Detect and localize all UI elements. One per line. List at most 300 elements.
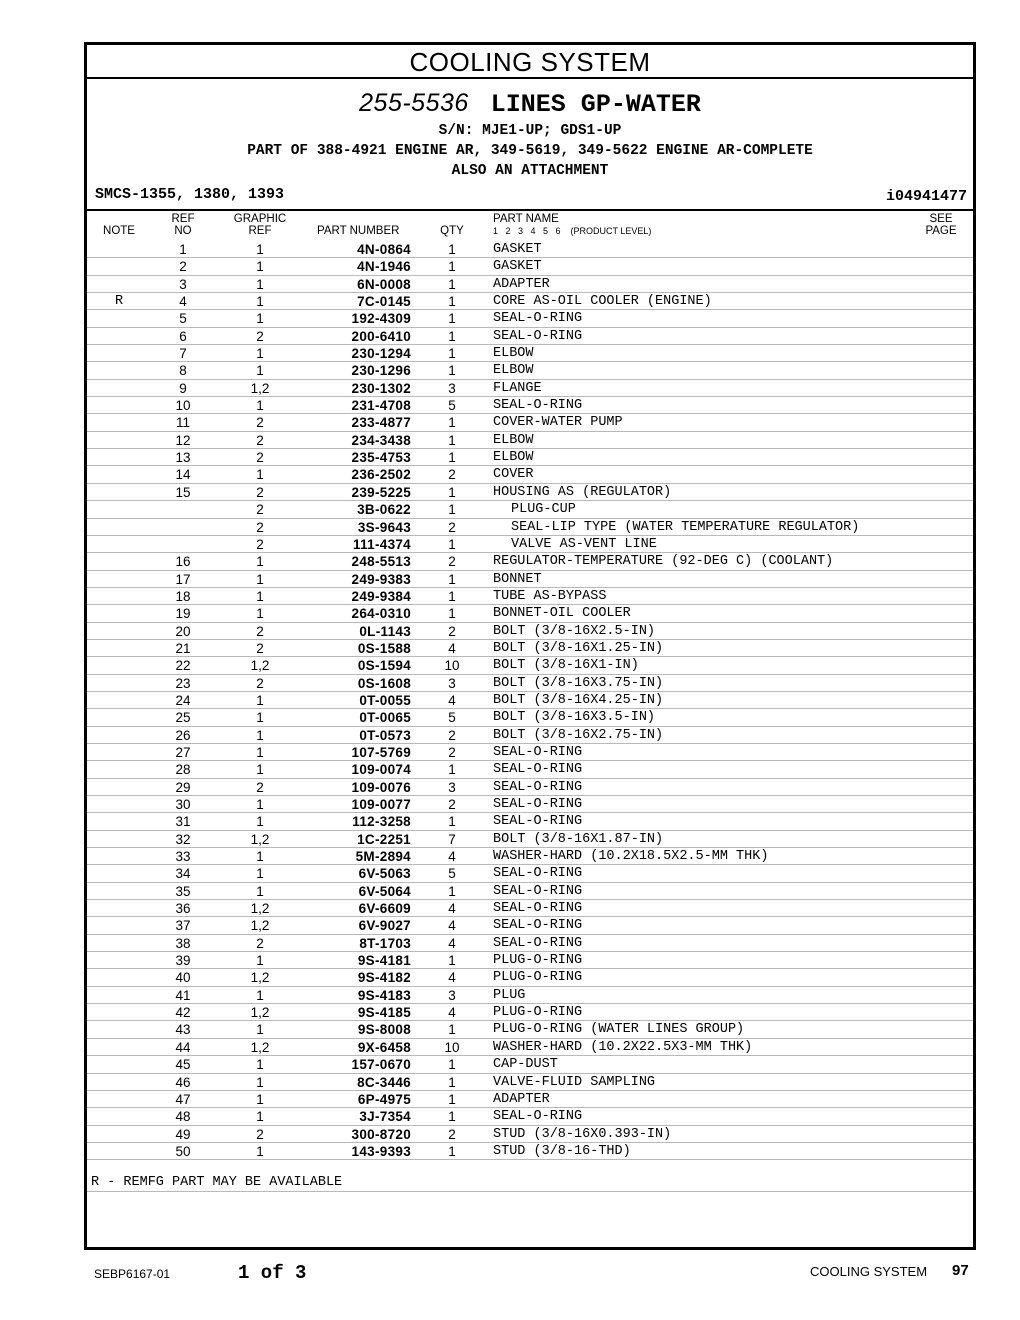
ref-no-cell: 24 bbox=[175, 692, 191, 708]
part-number-cell: 230-1302 bbox=[351, 380, 411, 396]
ref-no-cell: 27 bbox=[175, 744, 191, 760]
graphic-ref-cell: 1 bbox=[256, 866, 264, 882]
ref-no-cell: 43 bbox=[175, 1022, 191, 1038]
table-row bbox=[87, 328, 973, 345]
part-number-cell: 6N-0008 bbox=[357, 276, 411, 292]
part-name-cell: WASHER-HARD (10.2X22.5X3-MM THK) bbox=[493, 1039, 753, 1055]
graphic-ref-cell: 2 bbox=[256, 328, 264, 344]
qty-cell: 2 bbox=[448, 744, 456, 760]
table-row bbox=[87, 831, 973, 848]
qty-cell: 1 bbox=[448, 346, 456, 362]
header-divider bbox=[87, 209, 973, 211]
ref-no-cell: 46 bbox=[175, 1074, 191, 1090]
part-name-cell: ELBOW bbox=[493, 432, 534, 448]
part-number-cell: 248-5513 bbox=[351, 554, 411, 570]
parts-table bbox=[87, 241, 973, 1160]
part-number-cell: 0L-1143 bbox=[359, 623, 411, 639]
part-name-cell: FLANGE bbox=[493, 380, 542, 396]
ref-no-cell: 11 bbox=[175, 415, 190, 431]
qty-cell: 2 bbox=[448, 1126, 456, 1142]
graphic-ref-cell: 1 bbox=[256, 1091, 264, 1107]
qty-cell: 5 bbox=[448, 710, 456, 726]
qty-cell: 4 bbox=[448, 640, 456, 656]
graphic-ref-cell: 2 bbox=[256, 502, 264, 518]
graphic-ref-cell: 2 bbox=[256, 432, 264, 448]
part-name-cell: ADAPTER bbox=[493, 276, 550, 292]
ref-no-cell: 25 bbox=[175, 710, 191, 726]
part-name-cell: BOLT (3/8-16X4.25-IN) bbox=[493, 692, 664, 708]
graphic-ref-cell: 1 bbox=[256, 1143, 264, 1159]
qty-cell: 4 bbox=[448, 1005, 456, 1021]
table-row bbox=[87, 883, 973, 900]
part-name-cell: PLUG-O-RING (WATER LINES GROUP) bbox=[493, 1022, 745, 1038]
ref-no-cell: 50 bbox=[175, 1143, 191, 1159]
footnote-divider bbox=[87, 1191, 973, 1192]
table-row bbox=[87, 917, 973, 934]
part-number-cell: 239-5225 bbox=[351, 484, 411, 500]
table-row bbox=[87, 397, 973, 414]
table-row bbox=[87, 310, 973, 327]
part-number-cell: 9S-4182 bbox=[357, 970, 411, 986]
table-row bbox=[87, 519, 973, 536]
graphic-ref-cell: 1,2 bbox=[250, 970, 270, 986]
part-number-cell: 6V-5063 bbox=[358, 866, 411, 882]
table-row bbox=[87, 362, 973, 379]
part-name-cell: ELBOW bbox=[493, 450, 534, 466]
ref-no-cell: 20 bbox=[175, 623, 191, 639]
graphic-ref-cell: 2 bbox=[256, 484, 264, 500]
table-row bbox=[87, 692, 973, 709]
ref-no-cell: 17 bbox=[175, 571, 191, 587]
product-level-legend: 1 2 3 4 5 6 (PRODUCT LEVEL) bbox=[493, 226, 652, 236]
ref-no-cell: 23 bbox=[175, 675, 191, 691]
part-number-cell: 264-0310 bbox=[351, 606, 411, 622]
qty-cell: 1 bbox=[448, 502, 456, 518]
section-title: COOLING SYSTEM bbox=[87, 45, 973, 79]
part-number-cell: 5M-2894 bbox=[355, 849, 411, 865]
qty-cell: 1 bbox=[448, 762, 456, 778]
graphic-ref-cell: 2 bbox=[256, 935, 264, 951]
ref-no-cell: 29 bbox=[175, 779, 191, 795]
qty-cell: 4 bbox=[448, 901, 456, 917]
ref-no-cell: 30 bbox=[175, 797, 191, 812]
part-name-cell: SEAL-O-RING bbox=[493, 1109, 583, 1125]
part-name-cell: ELBOW bbox=[493, 346, 534, 362]
ref-no-cell: 32 bbox=[175, 831, 191, 847]
part-name-cell: HOUSING AS (REGULATOR) bbox=[493, 484, 672, 500]
col-see-page-header-bottom: PAGE bbox=[925, 225, 957, 237]
part-number-cell: 0T-0573 bbox=[359, 727, 411, 743]
ref-no-cell: 41 bbox=[175, 987, 191, 1003]
part-number-cell: 0T-0065 bbox=[359, 710, 411, 726]
part-name-cell: SEAL-O-RING bbox=[493, 762, 583, 778]
ref-no-cell: 28 bbox=[175, 762, 191, 778]
qty-cell: 2 bbox=[448, 554, 456, 570]
qty-cell: 10 bbox=[444, 1039, 460, 1055]
qty-cell: 4 bbox=[448, 970, 456, 986]
ref-no-cell: 45 bbox=[175, 1057, 191, 1073]
part-number-cell: 249-9384 bbox=[351, 588, 411, 604]
page-number: 97 bbox=[952, 1262, 969, 1279]
graphic-ref-cell: 1,2 bbox=[250, 918, 270, 934]
part-name-cell: PLUG-O-RING bbox=[493, 970, 583, 986]
col-ref-header bbox=[165, 213, 201, 237]
ref-no-cell: 4 bbox=[179, 294, 187, 310]
qty-cell: 4 bbox=[448, 918, 456, 934]
part-name-cell: GASKET bbox=[493, 259, 542, 275]
part-number-cell: 0S-1588 bbox=[357, 640, 411, 656]
part-number-cell: 1C-2251 bbox=[357, 831, 411, 847]
part-name-cell: PLUG-O-RING bbox=[493, 953, 583, 969]
qty-cell: 4 bbox=[448, 849, 456, 865]
table-row bbox=[87, 640, 973, 657]
part-name-cell: BOLT (3/8-16X3.75-IN) bbox=[493, 675, 664, 691]
graphic-ref-cell: 1 bbox=[256, 849, 264, 865]
table-row bbox=[87, 1039, 973, 1056]
table-row bbox=[87, 258, 973, 275]
col-see-page-header-top: SEE bbox=[929, 213, 953, 225]
part-name-cell: SEAL-O-RING bbox=[493, 311, 583, 327]
qty-cell: 1 bbox=[448, 328, 456, 344]
graphic-ref-cell: 2 bbox=[256, 536, 264, 552]
qty-cell: 1 bbox=[448, 450, 456, 466]
table-row bbox=[87, 1004, 973, 1021]
table-row bbox=[87, 1143, 973, 1160]
part-number-cell: 3S-9643 bbox=[357, 519, 411, 535]
graphic-ref-cell: 1,2 bbox=[250, 1005, 270, 1021]
graphic-ref-cell: 1 bbox=[256, 554, 264, 570]
ref-no-cell: 18 bbox=[175, 588, 191, 604]
attachment-line: ALSO AN ATTACHMENT bbox=[451, 163, 609, 179]
table-row bbox=[87, 605, 973, 622]
ref-no-cell: 1 bbox=[179, 242, 187, 257]
graphic-ref-cell: 1 bbox=[256, 467, 264, 483]
part-name-cell: SEAL-O-RING bbox=[493, 814, 583, 830]
qty-cell: 2 bbox=[448, 797, 456, 812]
table-row bbox=[87, 466, 973, 483]
part-number-cell: 9X-6458 bbox=[357, 1039, 411, 1055]
table-row bbox=[87, 709, 973, 726]
col-qty-header: QTY bbox=[440, 225, 464, 237]
part-number-cell: 9S-4185 bbox=[357, 1005, 411, 1021]
graphic-ref-cell: 1 bbox=[256, 571, 264, 587]
part-name-cell: BONNET-OIL COOLER bbox=[493, 606, 631, 622]
part-of-line: PART OF 388-4921 ENGINE AR, 349-5619, 349-5622 ENGINE AR-COMPLETE bbox=[247, 143, 813, 159]
graphic-ref-cell: 1 bbox=[256, 987, 264, 1003]
part-name-cell: SEAL-O-RING bbox=[493, 935, 583, 951]
ref-no-cell: 47 bbox=[175, 1091, 191, 1107]
col-graphic-header-top: GRAPHIC bbox=[233, 213, 287, 225]
qty-cell: 1 bbox=[448, 1109, 456, 1125]
table-row bbox=[87, 952, 973, 969]
ref-no-cell: 12 bbox=[175, 432, 191, 448]
graphic-ref-cell: 1 bbox=[256, 242, 264, 257]
qty-cell: 1 bbox=[448, 432, 456, 448]
graphic-ref-cell: 1 bbox=[256, 606, 264, 622]
graphic-ref-cell: 1 bbox=[256, 1109, 264, 1125]
qty-cell: 1 bbox=[448, 1022, 456, 1038]
footnote: R - REMFG PART MAY BE AVAILABLE bbox=[91, 1175, 343, 1190]
ref-no-cell: 39 bbox=[175, 953, 191, 969]
ref-no-cell: 2 bbox=[179, 259, 187, 275]
part-name-cell: BOLT (3/8-16X1-IN) bbox=[493, 658, 639, 674]
part-name-cell: ADAPTER bbox=[493, 1091, 550, 1107]
part-name-cell: SEAL-O-RING bbox=[493, 918, 583, 934]
ref-no-cell: 16 bbox=[175, 554, 191, 570]
qty-cell: 1 bbox=[448, 242, 456, 257]
qty-cell: 3 bbox=[448, 987, 456, 1003]
qty-cell: 1 bbox=[448, 536, 456, 552]
footer-section-name: COOLING SYSTEM bbox=[810, 1264, 928, 1279]
ref-no-cell: 35 bbox=[175, 883, 191, 899]
part-name-cell: SEAL-O-RING bbox=[493, 797, 583, 812]
ref-no-cell: 13 bbox=[175, 450, 191, 466]
graphic-ref-cell: 1 bbox=[256, 1022, 264, 1038]
graphic-ref-cell: 1 bbox=[256, 276, 264, 292]
qty-cell: 1 bbox=[448, 363, 456, 379]
ref-no-cell: 22 bbox=[175, 658, 191, 674]
ref-no-cell: 3 bbox=[179, 276, 187, 292]
part-number-cell: 6V-6609 bbox=[358, 901, 411, 917]
part-name-cell: SEAL-O-RING bbox=[493, 328, 583, 344]
table-row bbox=[87, 588, 973, 605]
group-name: LINES GP-WATER bbox=[490, 90, 701, 119]
graphic-ref-cell: 1 bbox=[256, 727, 264, 743]
part-number-cell: 6V-9027 bbox=[358, 918, 411, 934]
table-row bbox=[87, 623, 973, 640]
graphic-ref-cell: 1,2 bbox=[250, 901, 270, 917]
qty-cell: 1 bbox=[448, 415, 456, 431]
ref-no-cell: 15 bbox=[175, 484, 191, 500]
graphic-ref-cell: 2 bbox=[256, 640, 264, 656]
table-row bbox=[87, 900, 973, 917]
part-name-cell: PLUG bbox=[493, 987, 526, 1003]
graphic-ref-cell: 2 bbox=[256, 519, 264, 535]
part-name-cell: GASKET bbox=[493, 242, 542, 257]
table-row bbox=[87, 536, 973, 553]
part-number-cell: 200-6410 bbox=[351, 328, 411, 344]
qty-cell: 1 bbox=[448, 276, 456, 292]
ref-no-cell: 38 bbox=[175, 935, 191, 951]
serial-numbers: S/N: MJE1-UP; GDS1-UP bbox=[438, 123, 622, 139]
part-number-cell: 231-4708 bbox=[351, 398, 411, 414]
part-number-cell: 109-0077 bbox=[351, 797, 411, 812]
table-row bbox=[87, 1108, 973, 1125]
part-number-cell: 109-0074 bbox=[351, 762, 411, 778]
table-row bbox=[87, 744, 973, 761]
qty-cell: 10 bbox=[444, 658, 460, 674]
qty-cell: 1 bbox=[448, 883, 456, 899]
part-name-cell: VALVE-FLUID SAMPLING bbox=[493, 1074, 656, 1090]
table-row bbox=[87, 865, 973, 882]
table-row bbox=[87, 345, 973, 362]
graphic-ref-cell: 1 bbox=[256, 797, 264, 812]
graphic-ref-cell: 1 bbox=[256, 883, 264, 899]
qty-cell: 1 bbox=[448, 484, 456, 500]
ref-no-cell: 14 bbox=[175, 467, 191, 483]
part-number-cell: 6P-4975 bbox=[357, 1091, 411, 1107]
table-row bbox=[87, 779, 973, 796]
group-header bbox=[87, 81, 973, 181]
graphic-ref-cell: 2 bbox=[256, 415, 264, 431]
table-row bbox=[87, 571, 973, 588]
part-number-cell: 6V-5064 bbox=[358, 883, 411, 899]
part-name-cell: BOLT (3/8-16X1.87-IN) bbox=[493, 831, 664, 847]
table-row bbox=[87, 1126, 973, 1143]
qty-cell: 1 bbox=[448, 814, 456, 830]
col-note-header: NOTE bbox=[103, 225, 135, 237]
table-row bbox=[87, 796, 973, 813]
qty-cell: 1 bbox=[448, 259, 456, 275]
part-number-cell: 8C-3446 bbox=[357, 1074, 411, 1090]
qty-cell: 1 bbox=[448, 606, 456, 622]
graphic-ref-cell: 1,2 bbox=[250, 1039, 270, 1055]
part-name-cell: REGULATOR-TEMPERATURE (92-DEG C) (COOLANT) bbox=[493, 554, 834, 570]
table-row bbox=[87, 380, 973, 397]
ref-no-cell: 6 bbox=[179, 328, 187, 344]
graphic-ref-cell: 1 bbox=[256, 259, 264, 275]
part-number-cell: 236-2502 bbox=[351, 467, 411, 483]
group-number: 255-5536 bbox=[359, 89, 469, 117]
part-name-cell: SEAL-O-RING bbox=[493, 883, 583, 899]
table-row bbox=[87, 1091, 973, 1108]
qty-cell: 4 bbox=[448, 692, 456, 708]
ref-no-cell: 19 bbox=[175, 606, 191, 622]
part-number-cell: 3J-7354 bbox=[359, 1109, 411, 1125]
part-number-cell: 8T-1703 bbox=[359, 935, 411, 951]
qty-cell: 3 bbox=[448, 675, 456, 691]
part-number-cell: 234-3438 bbox=[351, 432, 411, 448]
part-name-cell: COVER-WATER PUMP bbox=[493, 415, 623, 431]
qty-cell: 1 bbox=[448, 571, 456, 587]
table-row bbox=[87, 1021, 973, 1038]
col-part-name-header-top: PART NAME bbox=[493, 213, 559, 225]
table-row bbox=[87, 813, 973, 830]
ref-no-cell: 33 bbox=[175, 849, 191, 865]
part-number-cell: 112-3258 bbox=[352, 814, 411, 830]
qty-cell: 2 bbox=[448, 727, 456, 743]
part-name-cell: BOLT (3/8-16X1.25-IN) bbox=[493, 640, 664, 656]
qty-cell: 2 bbox=[448, 467, 456, 483]
part-name-cell: TUBE AS-BYPASS bbox=[493, 588, 607, 604]
graphic-ref-cell: 1 bbox=[256, 588, 264, 604]
qty-cell: 2 bbox=[448, 519, 456, 535]
part-number-cell: 230-1294 bbox=[351, 346, 411, 362]
graphic-ref-cell: 1,2 bbox=[250, 380, 270, 396]
ref-no-cell: 44 bbox=[175, 1039, 191, 1055]
part-name-cell: BOLT (3/8-16X2.75-IN) bbox=[493, 727, 664, 743]
table-row bbox=[87, 969, 973, 986]
table-row bbox=[87, 848, 973, 865]
ref-no-cell: 36 bbox=[175, 901, 191, 917]
col-see-page-header bbox=[917, 213, 965, 237]
part-name-cell: SEAL-O-RING bbox=[493, 398, 583, 414]
col-ref-header-top: REF bbox=[171, 213, 195, 225]
ref-no-cell: 21 bbox=[175, 640, 191, 656]
col-ref-header-bottom: NO bbox=[174, 225, 192, 237]
part-number-cell: 192-4309 bbox=[351, 311, 411, 327]
graphic-ref-cell: 2 bbox=[256, 675, 264, 691]
graphic-ref-cell: 2 bbox=[256, 450, 264, 466]
qty-cell: 1 bbox=[448, 953, 456, 969]
ref-no-cell: 26 bbox=[175, 727, 191, 743]
graphic-ref-cell: 2 bbox=[256, 779, 264, 795]
part-name-cell: SEAL-O-RING bbox=[493, 744, 583, 760]
part-number-cell: 249-9383 bbox=[351, 571, 411, 587]
ref-no-cell: 48 bbox=[175, 1109, 191, 1125]
part-number-cell: 0T-0055 bbox=[359, 692, 411, 708]
ref-no-cell: 49 bbox=[175, 1126, 191, 1142]
part-number-cell: 143-9393 bbox=[351, 1143, 411, 1159]
part-name-cell: CORE AS-OIL COOLER (ENGINE) bbox=[493, 294, 712, 310]
ref-no-cell: 8 bbox=[179, 363, 187, 379]
illustration-id: i04941477 bbox=[885, 188, 967, 205]
col-part-name-header bbox=[493, 213, 793, 237]
part-name-cell: WASHER-HARD (10.2X18.5X2.5-MM THK) bbox=[493, 849, 769, 865]
table-row bbox=[87, 675, 973, 692]
part-number-cell: 300-8720 bbox=[351, 1126, 411, 1142]
qty-cell: 1 bbox=[448, 1074, 456, 1090]
part-number-cell: 111-4374 bbox=[353, 536, 411, 552]
graphic-ref-cell: 1 bbox=[256, 1074, 264, 1090]
part-name-cell: BOLT (3/8-16X3.5-IN) bbox=[493, 710, 656, 726]
qty-cell: 1 bbox=[448, 1057, 456, 1073]
col-graphic-header-bottom: REF bbox=[248, 225, 272, 237]
col-graphic-header bbox=[229, 213, 291, 237]
qty-cell: 3 bbox=[448, 380, 456, 396]
part-name-cell: CAP-DUST bbox=[493, 1057, 558, 1073]
table-row bbox=[87, 553, 973, 570]
graphic-ref-cell: 1 bbox=[256, 692, 264, 708]
part-number-cell: 0S-1608 bbox=[357, 675, 411, 691]
graphic-ref-cell: 1 bbox=[256, 814, 264, 830]
qty-cell: 1 bbox=[448, 311, 456, 327]
part-number-cell: 4N-1946 bbox=[357, 259, 411, 275]
table-row bbox=[87, 501, 973, 518]
graphic-ref-cell: 2 bbox=[256, 623, 264, 639]
part-name-cell: PLUG-O-RING bbox=[493, 1005, 583, 1021]
ref-no-cell: 37 bbox=[175, 918, 191, 934]
part-name-cell: SEAL-O-RING bbox=[493, 901, 583, 917]
smcs-codes: SMCS-1355, 1380, 1393 bbox=[95, 186, 285, 203]
part-name-cell: SEAL-O-RING bbox=[493, 866, 583, 882]
table-row bbox=[87, 484, 973, 501]
table-row bbox=[87, 241, 973, 258]
col-part-number-header: PART NUMBER bbox=[317, 225, 400, 237]
table-row bbox=[87, 987, 973, 1004]
graphic-ref-cell: 1 bbox=[256, 710, 264, 726]
qty-cell: 4 bbox=[448, 935, 456, 951]
qty-cell: 5 bbox=[448, 398, 456, 414]
part-name-cell: ELBOW bbox=[493, 363, 534, 379]
table-row bbox=[87, 761, 973, 778]
graphic-ref-cell: 1 bbox=[256, 346, 264, 362]
part-number-cell: 235-4753 bbox=[351, 450, 411, 466]
graphic-ref-cell: 2 bbox=[256, 1126, 264, 1142]
part-number-cell: 0S-1594 bbox=[357, 658, 411, 674]
part-number-cell: 230-1296 bbox=[351, 363, 411, 379]
parts-page-frame bbox=[84, 42, 976, 1250]
qty-cell: 7 bbox=[448, 831, 456, 847]
part-number-cell: 4N-0864 bbox=[357, 242, 411, 257]
ref-no-cell: 31 bbox=[175, 814, 191, 830]
graphic-ref-cell: 1,2 bbox=[250, 831, 270, 847]
table-row bbox=[87, 1074, 973, 1091]
part-number-cell: 9S-4181 bbox=[357, 953, 411, 969]
table-row bbox=[87, 1056, 973, 1073]
document-id: SEBP6167-01 bbox=[94, 1267, 171, 1281]
qty-cell: 3 bbox=[448, 779, 456, 795]
